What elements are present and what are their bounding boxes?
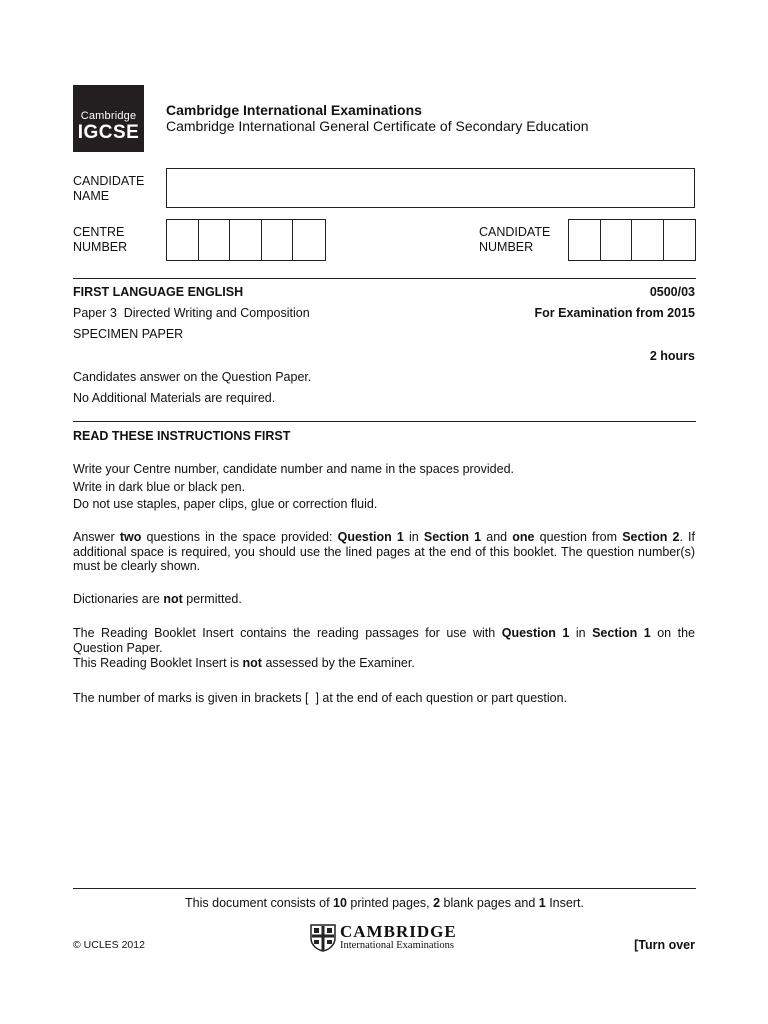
copyright: © UCLES 2012 xyxy=(73,939,145,951)
cambridge-subtitle: International Examinations xyxy=(340,940,455,951)
centre-number-box[interactable] xyxy=(199,220,231,260)
logo-igcse-text: IGCSE xyxy=(77,122,140,143)
centre-number-box[interactable] xyxy=(262,220,294,260)
cambridge-wordmark: CAMBRIDGE xyxy=(340,922,457,941)
centre-number-box[interactable] xyxy=(230,220,262,260)
paper-title: Paper 3 Directed Writing and Composition xyxy=(73,306,310,320)
instruction-reading-booklet: The Reading Booklet Insert contains the reading passages for use with Question 1 in Section 1 on the Question Paper. xyxy=(73,626,695,655)
instruction-line: Write your Centre number, candidate number and name in the spaces provided. xyxy=(73,462,514,476)
turn-over: [Turn over xyxy=(634,938,695,952)
divider xyxy=(73,278,696,279)
candidate-number-label xyxy=(479,225,550,255)
candidate-name-label-line1: CANDIDATE xyxy=(73,174,145,188)
paper-type: SPECIMEN PAPER xyxy=(73,327,184,341)
page-count: This document consists of 10 printed pages, 2 blank pages and 1 Insert. xyxy=(185,896,584,910)
org-title: Cambridge International Examinations xyxy=(166,102,422,118)
divider xyxy=(73,421,696,422)
igcse-logo xyxy=(73,85,144,152)
centre-number-label-line1: CENTRE xyxy=(73,225,125,239)
candidate-name-label-line2: NAME xyxy=(73,189,110,203)
centre-number-boxes[interactable] xyxy=(166,219,326,261)
logo-cambridge-text: Cambridge xyxy=(80,110,137,122)
instruction-answer: Answer two questions in the space provided: Question 1 in Section 1 and one question from Section 2. If additional space is required, you should use the lined pages at the end of this booklet. The question number(s) must be clearly shown. xyxy=(73,530,695,573)
candidate-name-label xyxy=(73,174,144,204)
materials: No Additional Materials are required. xyxy=(73,391,276,405)
paper-code: 0500/03 xyxy=(649,285,695,299)
instruction-marks: The number of marks is given in brackets [ ] at the end of each question or part question. xyxy=(73,691,568,705)
candidate-number-box[interactable] xyxy=(632,220,664,260)
instruction-dictionaries: Dictionaries are not permitted. xyxy=(73,592,242,606)
centre-number-box[interactable] xyxy=(167,220,199,260)
instruction-reading-booklet-assessed: This Reading Booklet Insert is not assessed by the Examiner. xyxy=(73,656,415,670)
candidate-number-box[interactable] xyxy=(569,220,601,260)
cambridge-crest-icon xyxy=(310,924,336,952)
qualification-title: Cambridge International General Certificate of Secondary Education xyxy=(166,118,589,134)
candidate-number-box[interactable] xyxy=(664,220,695,260)
duration: 2 hours xyxy=(649,349,695,363)
candidate-number-box[interactable] xyxy=(601,220,633,260)
centre-number-label xyxy=(73,225,127,255)
instruction-line: Do not use staples, paper clips, glue or correction fluid. xyxy=(73,497,378,511)
instructions-heading: READ THESE INSTRUCTIONS FIRST xyxy=(73,429,291,443)
exam-from: For Examination from 2015 xyxy=(534,306,695,320)
candidate-name-field[interactable] xyxy=(166,168,695,208)
candidate-number-label-line2: NUMBER xyxy=(479,240,534,254)
instructions-general xyxy=(73,462,695,512)
centre-number-label-line2: NUMBER xyxy=(73,240,128,254)
centre-number-box[interactable] xyxy=(293,220,325,260)
candidate-number-boxes[interactable] xyxy=(568,219,696,261)
divider xyxy=(73,888,696,889)
candidate-number-label-line1: CANDIDATE xyxy=(479,225,551,239)
answer-on: Candidates answer on the Question Paper. xyxy=(73,370,312,384)
instruction-line: Write in dark blue or black pen. xyxy=(73,479,246,494)
subject: FIRST LANGUAGE ENGLISH xyxy=(73,285,244,299)
